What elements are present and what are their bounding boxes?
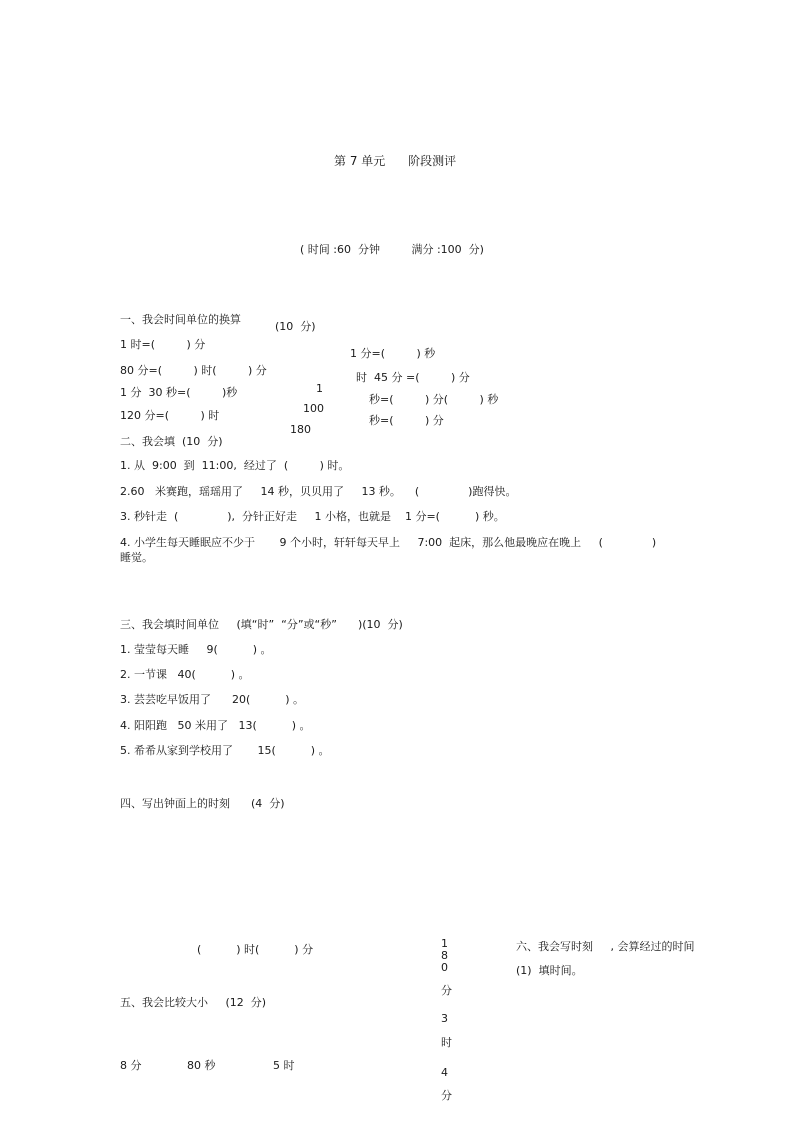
s3-item-2: 2. 一节课 40( ) 。 bbox=[120, 668, 250, 681]
s5-item-3: 5 时 bbox=[273, 1059, 295, 1072]
s2-question-4-cont: 睡觉。 bbox=[120, 551, 153, 564]
s2-question-1: 1. 从 9:00 到 11:00, 经过了 ( ) 时。 bbox=[120, 459, 350, 472]
s1-right-2: 时 45 分 =( ) 分 bbox=[356, 371, 470, 384]
s2-question-2: 2.60 米赛跑，瑶瑶用了 14 秒，贝贝用了 13 秒。 ( )跑得快。 bbox=[120, 485, 517, 498]
s1-right-3: 秒=( ) 分( ) 秒 bbox=[369, 393, 499, 406]
vertical-text-5: 3 bbox=[441, 1012, 448, 1025]
vertical-text-2: 8 bbox=[441, 949, 448, 962]
s3-item-5: 5. 希希从家到学校用了 15( ) 。 bbox=[120, 744, 330, 757]
s1-right-1: 1 分=( ) 秒 bbox=[350, 347, 436, 360]
s1-mid-2: 100 bbox=[303, 402, 324, 415]
section-4-heading: 四、写出钟面上的时刻 (4 分) bbox=[120, 797, 285, 810]
s1-left-4: 120 分=( ) 时 bbox=[120, 409, 220, 422]
s1-left-2: 80 分=( ) 时( ) 分 bbox=[120, 364, 267, 377]
s1-mid-3: 180 bbox=[290, 423, 311, 436]
section-5-heading: 五、我会比较大小 (12 分) bbox=[120, 996, 267, 1009]
s2-question-4: 4. 小学生每天睡眠应不少于 9 个小时，轩轩每天早上 7:00 起床，那么他最晚应在晚上 ( ) bbox=[120, 536, 657, 549]
s1-mid-1: 1 bbox=[316, 382, 323, 395]
vertical-text-1: 1 bbox=[441, 937, 448, 950]
s5-item-2: 80 秒 bbox=[187, 1059, 216, 1072]
vertical-text-3: 0 bbox=[441, 961, 448, 974]
vertical-text-4: 分 bbox=[441, 984, 452, 997]
s1-right-4: 秒=( ) 分 bbox=[369, 414, 444, 427]
exam-info: ( 时间 :60 分钟 满分 :100 分) bbox=[300, 243, 484, 256]
section-3-heading: 三、我会填时间单位 (填“时” “分”或“秒” )(10 分) bbox=[120, 618, 403, 631]
s3-item-1: 1. 莹莹每天睡 9( ) 。 bbox=[120, 643, 272, 656]
s3-item-4: 4. 阳阳跑 50 米用了 13( ) 。 bbox=[120, 719, 311, 732]
section-1-score: (10 分) bbox=[275, 320, 316, 333]
s4-answer: ( ) 时( ) 分 bbox=[197, 943, 314, 956]
section-6-heading: 六、我会写时刻 , 会算经过的时间 bbox=[516, 940, 695, 953]
s5-item-1: 8 分 bbox=[120, 1059, 142, 1072]
s3-item-3: 3. 芸芸吃早饭用了 20( ) 。 bbox=[120, 693, 305, 706]
s2-question-3: 3. 秒针走 ( ), 分针正好走 1 小格，也就是 1 分=( ) 秒。 bbox=[120, 510, 505, 523]
vertical-text-6: 时 bbox=[441, 1036, 452, 1049]
s1-left-3: 1 分 30 秒=( )秒 bbox=[120, 386, 238, 399]
vertical-text-7: 4 bbox=[441, 1066, 448, 1079]
vertical-text-8: 分 bbox=[441, 1089, 452, 1102]
page-title: 第 7 单元 阶段测评 bbox=[334, 154, 457, 168]
section-2-heading: 二、我会填 (10 分) bbox=[120, 435, 223, 448]
s1-left-1: 1 时=( ) 分 bbox=[120, 338, 206, 351]
section-1-heading: 一、我会时间单位的换算 bbox=[120, 313, 241, 326]
s6-sub: (1) 填时间。 bbox=[516, 964, 583, 977]
